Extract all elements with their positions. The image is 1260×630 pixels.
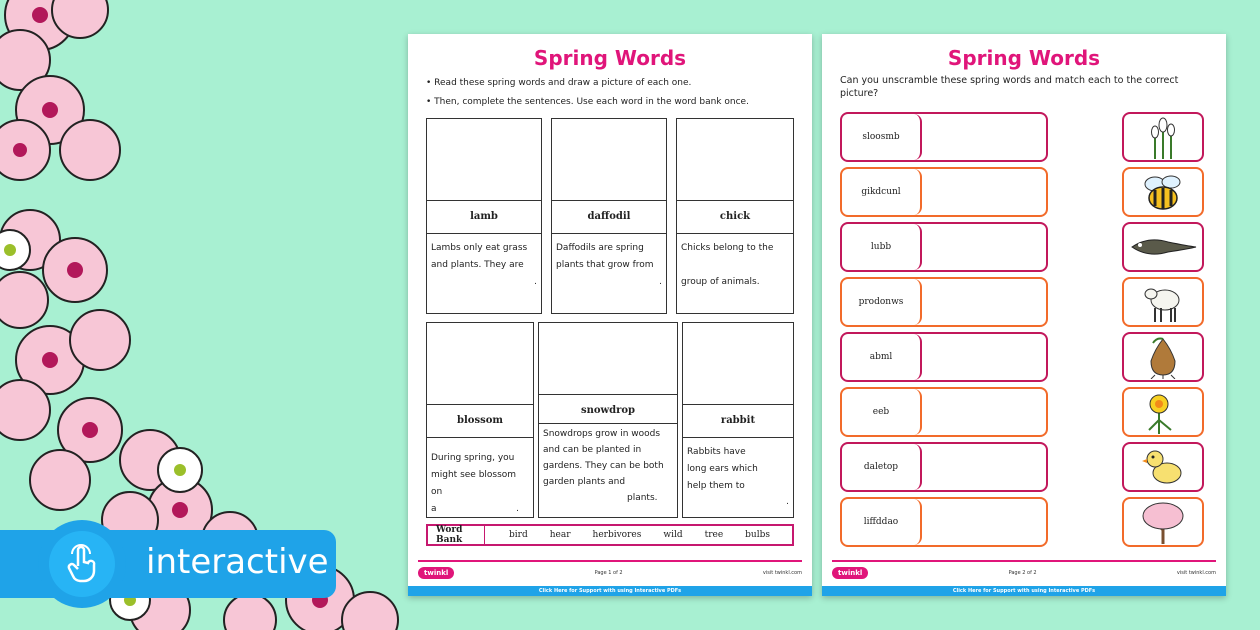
tadpole-icon: [1128, 232, 1198, 262]
picture-box[interactable]: [1122, 442, 1204, 492]
bulb-icon: [1141, 335, 1185, 379]
scrambled-word: sloosmb: [842, 114, 922, 160]
instruction-item: • Then, complete the sentences. Use each word in the word bank once.: [426, 97, 749, 107]
card-word: rabbit: [720, 415, 756, 426]
card-sentence[interactable]: Rabbits have long ears which help them to .: [683, 437, 793, 519]
drawing-area[interactable]: [427, 323, 533, 405]
picture-box[interactable]: [1122, 167, 1204, 217]
word-card-snowdrop: [538, 322, 678, 518]
daffodil-icon: [1141, 390, 1185, 434]
answer-input[interactable]: [922, 499, 1046, 545]
card-sentence[interactable]: During spring, you might see blossom on a .: [427, 437, 533, 519]
support-link[interactable]: Click Here for Support with using Interactive PDFs: [408, 586, 812, 596]
scramble-row: [840, 442, 1048, 492]
pointer-hand-icon: [62, 544, 102, 584]
scramble-row: [840, 167, 1048, 217]
picture-box[interactable]: [1122, 332, 1204, 382]
twinkl-logo[interactable]: twinkl: [832, 567, 868, 579]
card-sentence[interactable]: Lambs only eat grass and plants. They are .: [427, 233, 541, 315]
support-link[interactable]: Click Here for Support with using Interactive PDFs: [822, 586, 1226, 596]
scramble-row: [840, 222, 1048, 272]
drawing-area[interactable]: [683, 323, 793, 405]
picture-box[interactable]: [1122, 497, 1204, 547]
word-card-blossom: [426, 322, 534, 518]
page-title: Spring Words: [947, 46, 1101, 70]
answer-input[interactable]: [922, 279, 1046, 325]
blossom-tree-icon: [1139, 500, 1187, 544]
lamb-icon: [1141, 280, 1185, 324]
card-word: lamb: [470, 211, 498, 222]
card-word: blossom: [457, 415, 503, 426]
card-word: snowdrop: [580, 405, 636, 416]
badge-label: interactive: [146, 542, 329, 582]
badge-icon-circle: [38, 520, 126, 608]
answer-input[interactable]: [922, 389, 1046, 435]
scrambled-word: daletop: [842, 444, 922, 490]
word-bank-item: herbivores: [592, 530, 642, 540]
picture-box[interactable]: [1122, 387, 1204, 437]
picture-box[interactable]: [1122, 112, 1204, 162]
scrambled-word: gikdcunl: [842, 169, 922, 215]
answer-input[interactable]: [922, 114, 1046, 160]
scrambled-word: eeb: [842, 389, 922, 435]
card-sentence[interactable]: Daffodils are spring plants that grow from .: [552, 233, 666, 315]
card-sentence[interactable]: Snowdrops grow in woods and can be planted in gardens. They can be both garden plants and plants.: [539, 423, 677, 519]
scrambled-word: lubb: [842, 224, 922, 270]
scramble-row: [840, 112, 1048, 162]
twinkl-logo[interactable]: twinkl: [418, 567, 454, 579]
word-bank-item: tree: [704, 530, 724, 540]
page-number: Page 2 of 2: [1008, 570, 1037, 576]
snowdrop-icon: [1143, 115, 1183, 159]
scrambled-word: liffddao: [842, 499, 922, 545]
word-bank-label: Word Bank: [428, 526, 485, 544]
scrambled-word: prodonws: [842, 279, 922, 325]
word-card-chick: [676, 118, 794, 314]
scramble-row: [840, 277, 1048, 327]
answer-input[interactable]: [922, 334, 1046, 380]
instruction-item: • Read these spring words and draw a picture of each one.: [426, 78, 692, 88]
scramble-row: [840, 332, 1048, 382]
flower-icon: [0, 76, 120, 180]
card-word: chick: [719, 211, 751, 222]
worksheet-page-1: [408, 34, 812, 596]
scrambled-word: abml: [842, 334, 922, 380]
word-card-daffodil: [551, 118, 667, 314]
site-link[interactable]: visit twinkl.com: [762, 570, 802, 576]
drawing-area[interactable]: [552, 119, 666, 201]
drawing-area[interactable]: [427, 119, 541, 201]
question-text: Can you unscramble these spring words and match each to the correct picture?: [840, 75, 1179, 99]
page-footer: [408, 560, 812, 596]
word-bank-item: bird: [509, 530, 528, 540]
picture-box[interactable]: [1122, 222, 1204, 272]
word-bank: [426, 524, 794, 546]
duckling-icon: [1141, 445, 1185, 489]
answer-input[interactable]: [922, 224, 1046, 270]
word-bank-item: wild: [663, 530, 683, 540]
word-card-lamb: [426, 118, 542, 314]
word-bank-item: hear: [549, 530, 571, 540]
answer-input[interactable]: [922, 169, 1046, 215]
page-number: Page 1 of 2: [594, 570, 623, 576]
drawing-area[interactable]: [677, 119, 793, 201]
drawing-area[interactable]: [539, 323, 677, 395]
word-bank-item: bulbs: [745, 530, 770, 540]
bee-icon: [1141, 170, 1185, 214]
interactive-badge[interactable]: [0, 530, 336, 598]
page-footer: [822, 560, 1226, 596]
worksheet-page-2: [822, 34, 1226, 596]
card-sentence[interactable]: Chicks belong to the group of animals.: [677, 233, 793, 315]
site-link[interactable]: visit twinkl.com: [1176, 570, 1216, 576]
picture-box[interactable]: [1122, 277, 1204, 327]
page-title: Spring Words: [533, 46, 687, 70]
word-card-rabbit: [682, 322, 794, 518]
instructions-list: [426, 78, 796, 116]
answer-input[interactable]: [922, 444, 1046, 490]
scramble-row: [840, 497, 1048, 547]
card-word: daffodil: [587, 211, 631, 222]
scramble-row: [840, 387, 1048, 437]
